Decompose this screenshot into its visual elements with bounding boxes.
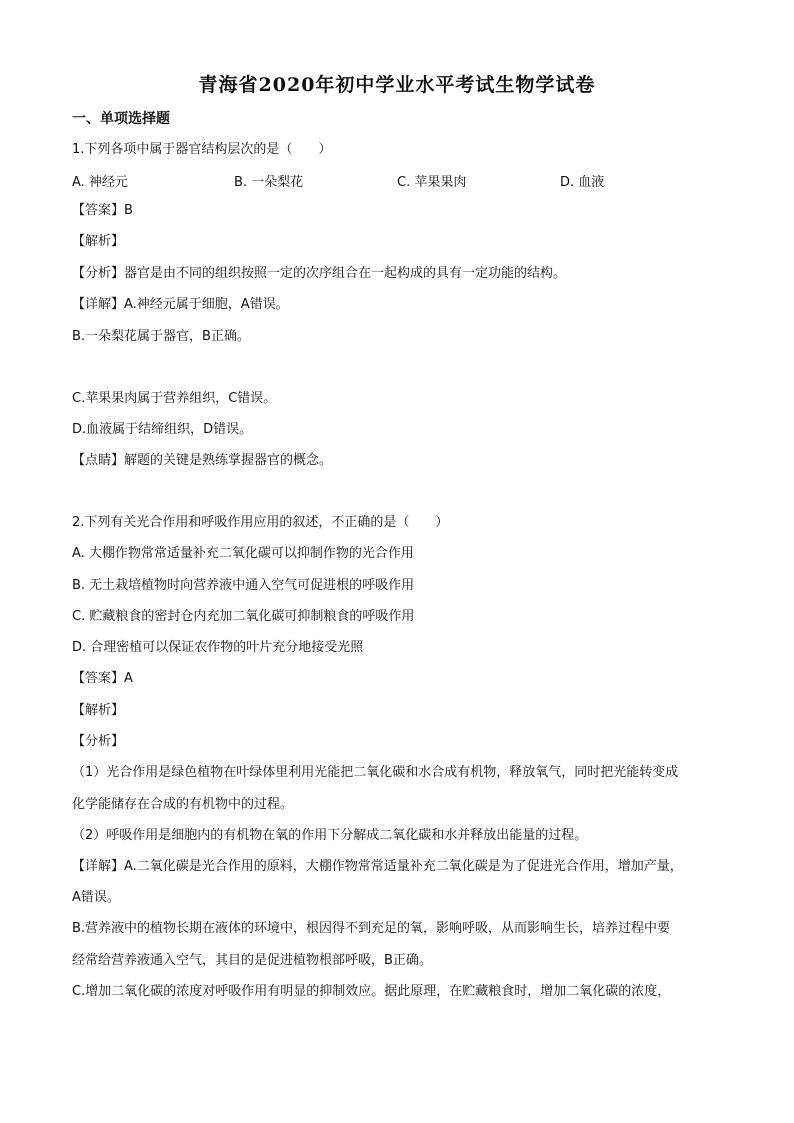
question-2-fenxi-label: 【分析】 [72, 734, 125, 749]
question-1-answer: 【答案】B [72, 203, 133, 218]
page-title: 青海省2020年初中学业水平考试生物学试卷 [198, 74, 596, 96]
question-2-option-d: D. 合理密植可以保证农作物的叶片充分地接受光照 [72, 640, 364, 655]
question-2-detail-a-line-1: 【详解】A.二氧化碳是光合作用的原料，大棚作物常常适量补充二氧化碳是为了促进光合作用，增加产量， [72, 859, 683, 874]
question-2-option-b: B. 无土栽培植物时向营养液中通入空气可促进根的呼吸作用 [72, 578, 415, 593]
question-2-detail-b-line-1: B.营养液中的植物长期在液体的环境中，根因得不到充足的氧，影响呼吸，从而影响生长，培养过程中要 [72, 921, 671, 936]
question-1-option-d: D. 血液 [560, 175, 605, 190]
question-1-detail-4: D.血液属于结缔组织，D错误。 [72, 422, 253, 437]
question-1-analysis-label: 【解析】 [72, 234, 125, 249]
question-1-option-b: B. 一朵梨花 [234, 175, 304, 190]
question-2-detail-a-line-2: A错误。 [72, 890, 120, 905]
question-1-stem: 1.下列各项中属于器官结构层次的是（ ） [72, 142, 332, 157]
question-2-option-a: A. 大棚作物常常适量补充二氧化碳可以抑制作物的光合作用 [72, 546, 414, 561]
section-heading: 一、单项选择题 [72, 111, 170, 127]
question-2-detail-b-line-2: 经常给营养液通入空气，其目的是促进植物根部呼吸，B正确。 [72, 953, 432, 968]
question-1-detail-3: C.苹果果肉属于营养组织，C错误。 [72, 391, 277, 406]
question-2-detail-c-line-1: C.增加二氧化碳的浓度对呼吸作用有明显的抑制效应。据此原理，在贮藏粮食时，增加二氧化碳的浓度， [72, 984, 671, 999]
question-1-fenxi: 【分析】器官是由不同的组织按照一定的次序组合在一起构成的具有一定功能的结构。 [72, 266, 567, 281]
question-1-option-a: A. 神经元 [72, 175, 128, 190]
question-2-point-1-line-1: （1）光合作用是绿色植物在叶绿体里利用光能把二氧化碳和水合成有机物，释放氧气，同时把光能转变成 [72, 765, 679, 780]
question-2-stem: 2.下列有关光合作用和呼吸作用应用的叙述，不正确的是（ ） [72, 515, 449, 530]
question-1-detail-2: B.一朵梨花属于器官，B正确。 [72, 329, 250, 344]
question-2-option-c: C. 贮藏粮食的密封仓内充加二氧化碳可抑制粮食的呼吸作用 [72, 609, 415, 624]
question-2-point-2: （2）呼吸作用是细胞内的有机物在氧的作用下分解成二氧化碳和水并释放出能量的过程。 [72, 828, 588, 843]
question-2-analysis-label: 【解析】 [72, 703, 125, 718]
question-1-detail-1: 【详解】A.神经元属于细胞，A错误。 [72, 297, 289, 312]
question-1-options [72, 171, 732, 189]
question-2-answer: 【答案】A [72, 671, 133, 686]
question-1-dianjing: 【点睛】解题的关键是熟练掌握器官的概念。 [72, 453, 333, 468]
question-1-option-c: C. 苹果果肉 [397, 175, 467, 190]
question-2-point-1-line-2: 化学能储存在合成的有机物中的过程。 [72, 797, 294, 812]
